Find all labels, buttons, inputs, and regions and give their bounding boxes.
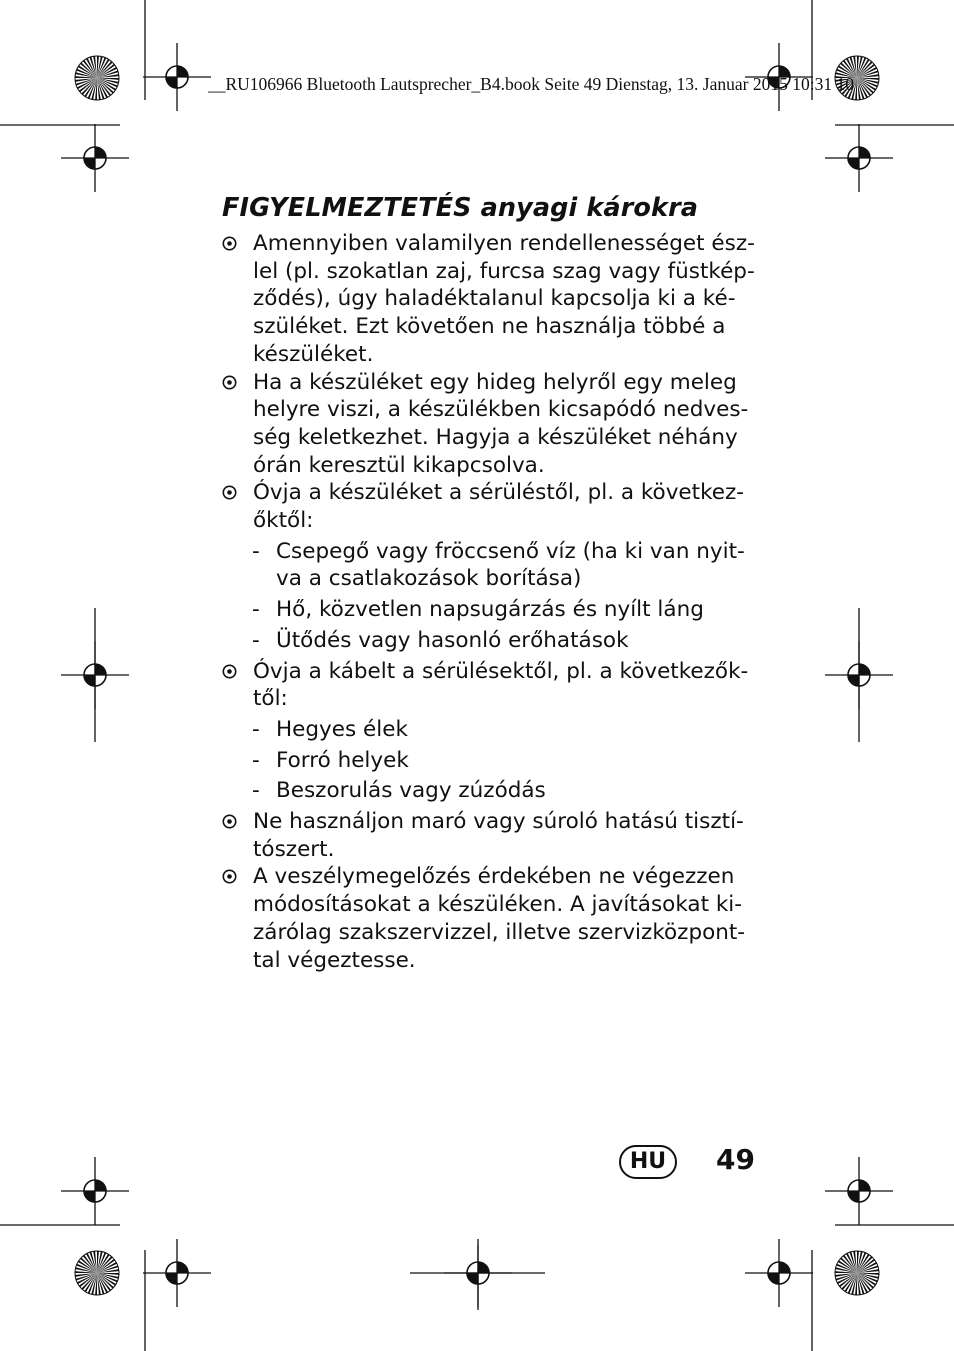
crosshair-registration-icon [61, 1157, 129, 1225]
sub-list-item [222, 627, 767, 655]
crosshair-registration-icon [745, 1239, 813, 1307]
circled-dot-icon [222, 664, 237, 679]
warning-item [222, 369, 767, 480]
sub-list [222, 716, 767, 805]
sub-list [222, 538, 767, 655]
warning-item-text: Óvja a készüléket a sérüléstől, pl. a következ- őktől: [253, 480, 745, 534]
crosshair-registration-icon [61, 124, 129, 192]
warning-item-text: A veszélymegelőzés érdekében ne végezzen módosításokat a készüléken. A javításokat ki- zárólag szakszervizzel, illetve szervizközpont- tal végeztesse. [253, 864, 746, 973]
warning-item-text: Amennyiben valamilyen rendellenességet ész- lel (pl. szokatlan zaj, furcsa szag vagy füstkép- ződés), úgy haladéktalanul kapcsolja ki a ké- szüléket. Ezt követően ne használja többé a készüléket. [253, 231, 755, 367]
dash-marker: - [252, 778, 260, 804]
warning-item-text: Óvja a kábelt a sérülésektől, pl. a következők- től: [253, 658, 749, 712]
radial-color-target-icon [75, 56, 119, 100]
crosshair-registration-icon [825, 124, 893, 192]
crosshair-registration-icon [143, 43, 211, 111]
section-heading: FIGYELMEZTETÉS anyagi károkra [222, 193, 699, 223]
sub-list-item-text: Hegyes élek [276, 716, 408, 742]
warning-item-text: Ha a készüléket egy hideg helyről egy meleg helyre viszi, a készülékben kicsapódó nedves- ség keletkezhet. Hagyja a készüléket néhány órán keresztül kikapcsolva. [253, 369, 749, 478]
dash-marker: - [252, 597, 260, 623]
dash-marker: - [252, 538, 260, 564]
warning-item [222, 658, 767, 713]
warning-item [222, 863, 767, 974]
warning-list [222, 230, 767, 974]
sub-list-item [222, 596, 767, 624]
page-number: 49 [716, 1143, 755, 1176]
sub-list-item [222, 716, 767, 744]
sub-list-item-text: Forró helyek [276, 747, 409, 773]
language-badge: HU [619, 1145, 677, 1179]
sub-list-item-text: Hő, közvetlen napsugárzás és nyílt láng [276, 597, 704, 623]
radial-color-target-icon [75, 1251, 119, 1295]
warning-item-text: Ne használjon maró vagy súroló hatású tisztí- tószert. [253, 809, 744, 862]
warning-item [222, 479, 767, 534]
circled-dot-icon [222, 814, 237, 829]
circled-dot-icon [222, 236, 237, 251]
circled-dot-icon [222, 375, 237, 390]
sub-list-item [222, 538, 767, 593]
warning-item [222, 808, 767, 863]
dash-marker: - [252, 716, 260, 742]
sub-list-item-text: Ütődés vagy hasonló erőhatások [276, 627, 629, 653]
crosshair-registration-icon [825, 1157, 893, 1225]
sub-list-item-text: Csepegő vagy fröccsenő víz (ha ki van nyit- va a csatlakozások borítása) [276, 538, 745, 592]
dash-marker: - [252, 747, 260, 773]
circled-dot-icon [222, 485, 237, 500]
circled-dot-icon [222, 869, 237, 884]
print-slug-header: __RU106966 Bluetooth Lautsprecher_B4.book Seite 49 Dienstag, 13. Januar 2015 10:31 10 [208, 74, 854, 94]
crosshair-registration-icon [143, 1239, 211, 1307]
dash-marker: - [252, 627, 260, 653]
sub-list-item [222, 747, 767, 775]
warning-item [222, 230, 767, 369]
sub-list-item-text: Beszorulás vagy zúzódás [276, 778, 546, 804]
radial-color-target-icon [835, 1251, 879, 1295]
sub-list-item [222, 777, 767, 805]
